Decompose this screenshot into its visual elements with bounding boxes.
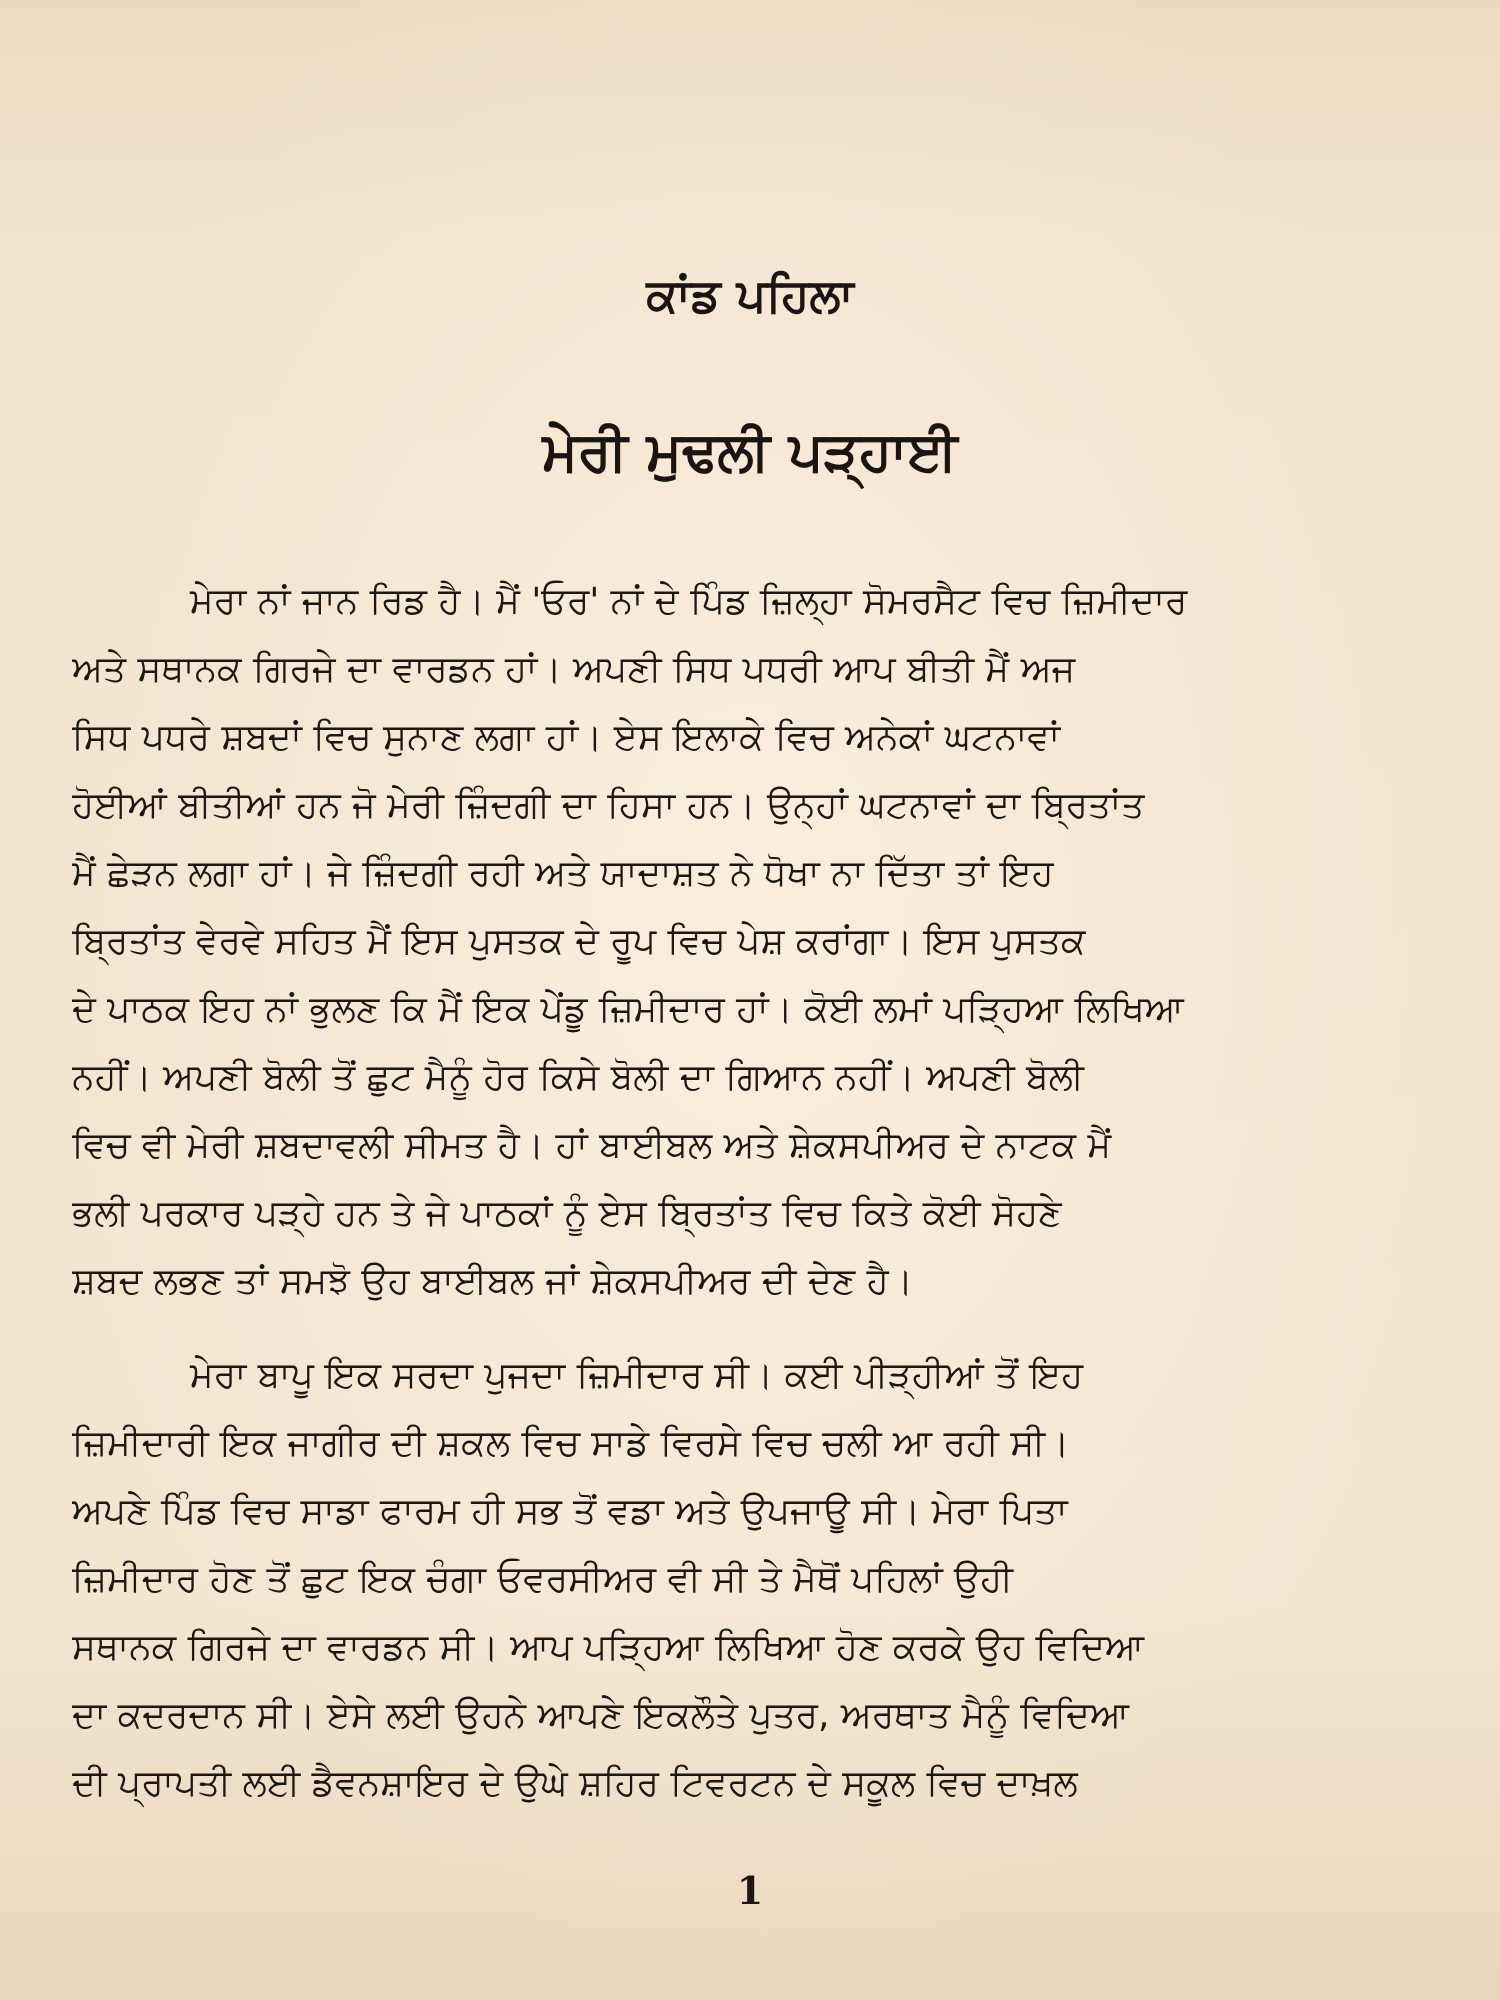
text-line: ਜ਼ਿਮੀਦਾਰ ਹੋਣ ਤੋਂ ਛੁਟ ਇਕ ਚੰਗਾ ਓਵਰਸੀਅਰ ਵੀ ਸੀ ਤੇ ਮੈਥੋਂ ਪਹਿਲਾਂ ਉਹੀ <box>72 1559 1013 1600</box>
page-number: 1 <box>736 1868 764 1913</box>
text-line: ਦੀ ਪ੍ਰਾਪਤੀ ਲਈ ਡੈਵਨਸ਼ਾਇਰ ਦੇ ਉਘੇ ਸ਼ਹਿਰ ਟਿਵਰਟਨ ਦੇ ਸਕੂਲ ਵਿਚ ਦਾਖ਼ਲ <box>72 1763 1078 1804</box>
page-body <box>72 568 1432 1818</box>
text-line: ਨਹੀਂ। ਅਪਣੀ ਬੋਲੀ ਤੋਂ ਛੁਟ ਮੈਨੂੰ ਹੋਰ ਕਿਸੇ ਬੋਲੀ ਦਾ ਗਿਆਨ ਨਹੀਂ। ਅਪਣੀ ਬੋਲੀ <box>72 1057 1084 1098</box>
text-line: ਦੇ ਪਾਠਕ ਇਹ ਨਾਂ ਭੁਲਣ ਕਿ ਮੈਂ ਇਕ ਪੇਂਡੂ ਜ਼ਿਮੀਦਾਰ ਹਾਂ। ਕੋਈ ਲਮਾਂ ਪੜ੍ਹਿਆ ਲਿਖਿਆ <box>72 989 1184 1030</box>
text-line: ਸ਼ਬਦ ਲਭਣ ਤਾਂ ਸਮਝੋ ਉਹ ਬਾਈਬਲ ਜਾਂ ਸ਼ੇਕਸਪੀਅਰ ਦੀ ਦੇਣ ਹੈ। <box>72 1261 914 1302</box>
text-line: ਮੈਂ ਛੇੜਨ ਲਗਾ ਹਾਂ। ਜੇ ਜ਼ਿੰਦਗੀ ਰਹੀ ਅਤੇ ਯਾਦਾਸ਼ਤ ਨੇ ਧੋਖਾ ਨਾ ਦਿੱਤਾ ਤਾਂ ਇਹ <box>72 853 1054 894</box>
paragraph <box>72 1342 1432 1818</box>
text-line: ਮੇਰਾ ਬਾਪੂ ਇਕ ਸਰਦਾ ਪੁਜਦਾ ਜ਼ਿਮੀਦਾਰ ਸੀ। ਕਈ ਪੀੜ੍ਹੀਆਂ ਤੋਂ ਇਹ <box>190 1355 1084 1396</box>
paragraph-gap <box>72 1316 1432 1342</box>
chapter-heading: ਕਾਂਡ ਪਹਿਲਾ <box>646 268 854 322</box>
text-line: ਭਲੀ ਪਰਕਾਰ ਪੜ੍ਹੇ ਹਨ ਤੇ ਜੇ ਪਾਠਕਾਂ ਨੂੰ ਏਸ ਬ੍ਰਿਤਾਂਤ ਵਿਚ ਕਿਤੇ ਕੋਈ ਸੋਹਣੇ <box>72 1193 1062 1234</box>
chapter-title: ਮੇਰੀ ਮੁਢਲੀ ਪੜ੍ਹਾਈ <box>542 420 958 483</box>
text-line: ਵਿਚ ਵੀ ਮੇਰੀ ਸ਼ਬਦਾਵਲੀ ਸੀਮਤ ਹੈ। ਹਾਂ ਬਾਈਬਲ ਅਤੇ ਸ਼ੇਕਸਪੀਅਰ ਦੇ ਨਾਟਕ ਮੈਂ <box>72 1125 1112 1166</box>
text-line: ਹੋਈਆਂ ਬੀਤੀਆਂ ਹਨ ਜੋ ਮੇਰੀ ਜ਼ਿੰਦਗੀ ਦਾ ਹਿਸਾ ਹਨ। ਉਨ੍ਹਾਂ ਘਟਨਾਵਾਂ ਦਾ ਬ੍ਰਿਤਾਂਤ <box>72 785 1145 826</box>
paragraph <box>72 568 1432 1316</box>
text-line: ਮੇਰਾ ਨਾਂ ਜਾਨ ਰਿਡ ਹੈ। ਮੈਂ 'ਓਰ' ਨਾਂ ਦੇ ਪਿੰਡ ਜ਼ਿਲ੍ਹਾ ਸੋਮਰਸੈਟ ਵਿਚ ਜ਼ਿਮੀਦਾਰ <box>190 581 1188 622</box>
text-line: ਬ੍ਰਿਤਾਂਤ ਵੇਰਵੇ ਸਹਿਤ ਮੈਂ ਇਸ ਪੁਸਤਕ ਦੇ ਰੂਪ ਵਿਚ ਪੇਸ਼ ਕਰਾਂਗਾ। ਇਸ ਪੁਸਤਕ <box>72 921 1086 962</box>
text-line: ਸਿਧ ਪਧਰੇ ਸ਼ਬਦਾਂ ਵਿਚ ਸੁਨਾਣ ਲਗਾ ਹਾਂ। ਏਸ ਇਲਾਕੇ ਵਿਚ ਅਨੇਕਾਂ ਘਟਨਾਵਾਂ <box>72 717 1061 758</box>
text-line: ਸਥਾਨਕ ਗਿਰਜੇ ਦਾ ਵਾਰਡਨ ਸੀ। ਆਪ ਪੜ੍ਹਿਆ ਲਿਖਿਆ ਹੋਣ ਕਰਕੇ ਉਹ ਵਿਦਿਆ <box>72 1627 1145 1668</box>
text-line: ਅਤੇ ਸਥਾਨਕ ਗਿਰਜੇ ਦਾ ਵਾਰਡਨ ਹਾਂ। ਅਪਣੀ ਸਿਧ ਪਧਰੀ ਆਪ ਬੀਤੀ ਮੈਂ ਅਜ <box>72 649 1076 690</box>
text-line: ਦਾ ਕਦਰਦਾਨ ਸੀ। ਏਸੇ ਲਈ ਉਹਨੇ ਆਪਣੇ ਇਕਲੌਤੇ ਪੁਤਰ, ਅਰਥਾਤ ਮੈਨੂੰ ਵਿਦਿਆ <box>72 1695 1130 1736</box>
text-line: ਜ਼ਿਮੀਦਾਰੀ ਇਕ ਜਾਗੀਰ ਦੀ ਸ਼ਕਲ ਵਿਚ ਸਾਡੇ ਵਿਰਸੇ ਵਿਚ ਚਲੀ ਆ ਰਹੀ ਸੀ। <box>72 1423 1070 1464</box>
text-line: ਅਪਣੇ ਪਿੰਡ ਵਿਚ ਸਾਡਾ ਫਾਰਮ ਹੀ ਸਭ ਤੋਂ ਵਡਾ ਅਤੇ ਉਪਜਾਊ ਸੀ। ਮੇਰਾ ਪਿਤਾ <box>72 1491 1068 1532</box>
